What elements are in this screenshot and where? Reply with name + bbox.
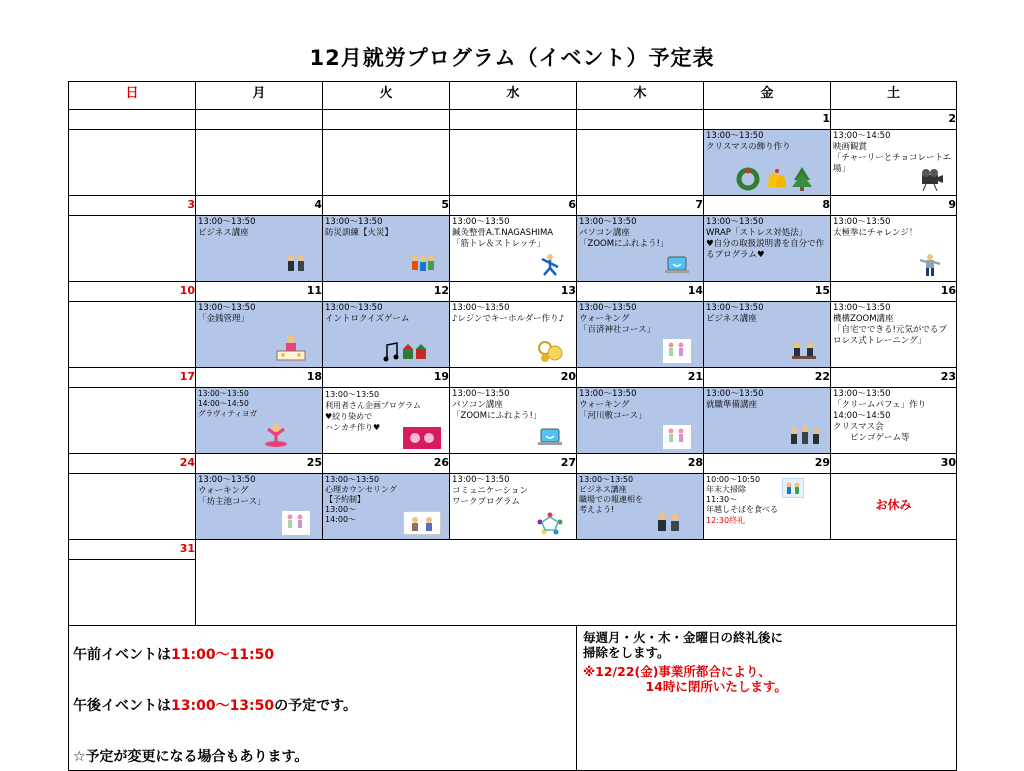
taichi-icon (916, 253, 944, 277)
group-icon (788, 423, 822, 449)
event-cell: 13:00～13:50 就職準備講座 (704, 388, 830, 453)
day-number: 12 (323, 282, 450, 302)
day-number: 7 (577, 196, 704, 216)
footer-left: 午前イベントは11:00～11:50 午後イベントは13:00～13:50の予定です。 ☆予定が変更になる場合もあります。 (69, 626, 577, 771)
day-number: 21 (577, 368, 704, 388)
communication-icon (536, 511, 564, 535)
walking-icon (282, 511, 310, 535)
day-number: 18 (196, 368, 323, 388)
page-title: 12月就労プログラム（イベント）予定表 (309, 46, 715, 70)
morning-time: 11:00～11:50 (171, 647, 275, 663)
weekday-thu: 木 (577, 82, 704, 110)
event-cell: 13:00～13:50 太極拳にチャレンジ！ (831, 216, 956, 281)
evacuation-icon (409, 253, 437, 277)
event-cell: 13:00～13:50 ビジネス講座 (704, 302, 830, 367)
event-cell: 13:00～13:50 WRAP「ストレス対処法」 ♥自分の取扱説明書を自分で作るプログラム♥ (706, 217, 825, 260)
day-number (450, 110, 577, 130)
cleaning-note: 毎週月・火・木・金曜日の終礼後に 掃除をします。 (583, 630, 784, 660)
day-number: 23 (831, 368, 957, 388)
event-cell: 13:00～13:50 心理カウンセリング 【予約制】 13:00～ 14:00～ (323, 474, 449, 539)
day-number: 28 (577, 454, 704, 474)
closure-note: ※12/22(金)事業所都合により、 14時に閉所いたします。 (583, 664, 787, 694)
counseling-icon (403, 511, 441, 535)
event-cell: 13:00～13:50 「金銭管理」 (196, 302, 322, 367)
weekday-sun: 日 (69, 82, 196, 110)
event-cell: 13:00～13:50 ウォーキング 「百済神社コース」 (577, 302, 703, 367)
afternoon-time: 13:00～13:50 (171, 698, 275, 714)
event-cell: 13:00～13:50 鍼灸整骨A.T.NAGASHIMA 「筋トレ＆ストレッチ」 (450, 216, 576, 281)
event-cell: 13:00～13:50 ビジネス講座 (196, 216, 322, 281)
event-cell: 13:00～13:50 パソコン講座 「ZOOMにふれよう!」 (577, 216, 703, 281)
day-number: 13 (450, 282, 577, 302)
dye-icon (403, 427, 441, 449)
meeting-icon (790, 339, 818, 363)
event-cell: 13:00～13:50 ビジネス講座 職場での報連相を 考えよう! (577, 474, 703, 539)
day-number: 14 (577, 282, 704, 302)
event-cell: 13:00～13:50 防災訓練【火災】 (323, 216, 449, 281)
day-number: 1 (704, 110, 831, 130)
day-number: 26 (323, 454, 450, 474)
footer-right (577, 626, 957, 771)
event-cell: 13:00～13:50 利用者さん企画プログラム ♥絞り染めで ハンカチ作り♥ (323, 388, 449, 453)
event-cell: 13:00～13:50 クリスマスの飾り作り (704, 130, 830, 195)
day-number: 29 (704, 454, 831, 474)
day-number (196, 110, 323, 130)
day-number: 27 (450, 454, 577, 474)
day-number: 25 (196, 454, 323, 474)
day-number: 4 (196, 196, 323, 216)
day-number: 20 (450, 368, 577, 388)
cleaning-icon (782, 478, 804, 498)
day-number: 31 (69, 540, 196, 560)
event-cell: 13:00～14:50 映画観賞 「チャーリーとチョコレートエ場」 (831, 130, 956, 195)
weekday-fri: 金 (704, 82, 831, 110)
event-cell: 13:00～13:50 「クリームパフェ」作り 14:00～14:50 クリスマス会 ビンゴゲーム等 (833, 389, 927, 443)
day-number: 6 (450, 196, 577, 216)
weekday-tue: 火 (323, 82, 450, 110)
day-number (323, 110, 450, 130)
day-number: 19 (323, 368, 450, 388)
weekday-mon: 月 (196, 82, 323, 110)
laptop-icon (536, 425, 564, 449)
keychain-icon (536, 339, 564, 363)
day-number: 17 (69, 368, 196, 388)
event-cell: 13:00～13:50 機構ZOOM講座 「自宅でできる!元気がでるプロレス式トレーニング」 (833, 303, 947, 346)
tree-icon (792, 167, 812, 191)
walking-icon (663, 425, 691, 449)
change-note: ☆予定が変更になる場合もあります。 (73, 749, 309, 765)
day-number: 10 (69, 282, 196, 302)
consult-icon (653, 509, 683, 535)
day-number: 11 (196, 282, 323, 302)
stretch-icon (536, 253, 564, 277)
calendar-table (68, 81, 957, 771)
day-number (577, 110, 704, 130)
business-icon (282, 253, 310, 277)
day-number (69, 110, 196, 130)
closing-time: 12:30終礼 (706, 516, 746, 525)
day-number: 22 (704, 368, 831, 388)
day-number: 8 (704, 196, 831, 216)
event-cell: 13:00～13:50 イントロクイズゲーム (323, 302, 449, 367)
music-icon (383, 341, 429, 363)
money-icon (274, 333, 308, 363)
camera-icon (916, 167, 944, 191)
walking-icon (663, 339, 691, 363)
day-number: 5 (323, 196, 450, 216)
day-number: 3 (69, 196, 196, 216)
event-cell: 13:00～13:50 ウォーキング 「河川敷コース」 (577, 388, 703, 453)
event-cell: 13:00～13:50 14:00～14:50 グラヴィティヨガ (196, 388, 322, 453)
event-cell: 13:00～13:50 ♪レジンでキーホルダー作り♪ (450, 302, 576, 367)
holiday-cell (831, 474, 956, 539)
weekday-sat: 土 (831, 82, 957, 110)
laptop-icon (663, 253, 691, 277)
bells-icon (768, 169, 786, 187)
wreath-icon (739, 169, 757, 189)
event-cell: 13:00～13:50 ウォーキング 「坊主池コース」 (196, 474, 322, 539)
day-number: 16 (831, 282, 957, 302)
day-number: 9 (831, 196, 957, 216)
event-cell: 10:00～10:50 年末大掃除 11:30～ 年越しそばを食べる 12:30終礼 (704, 474, 830, 539)
day-number: 2 (831, 110, 957, 130)
christmas-decor (736, 165, 816, 191)
event-cell: 13:00～13:50 パソコン講座 「ZOOMにふれよう!」 (450, 388, 576, 453)
holiday-label: お休み (875, 498, 912, 512)
day-number: 15 (704, 282, 831, 302)
day-number: 24 (69, 454, 196, 474)
yoga-icon (260, 421, 292, 449)
event-cell: 13:00～13:50 コミュニケーション ワークプログラム (450, 474, 576, 539)
weekday-wed: 水 (450, 82, 577, 110)
day-number: 30 (831, 454, 957, 474)
